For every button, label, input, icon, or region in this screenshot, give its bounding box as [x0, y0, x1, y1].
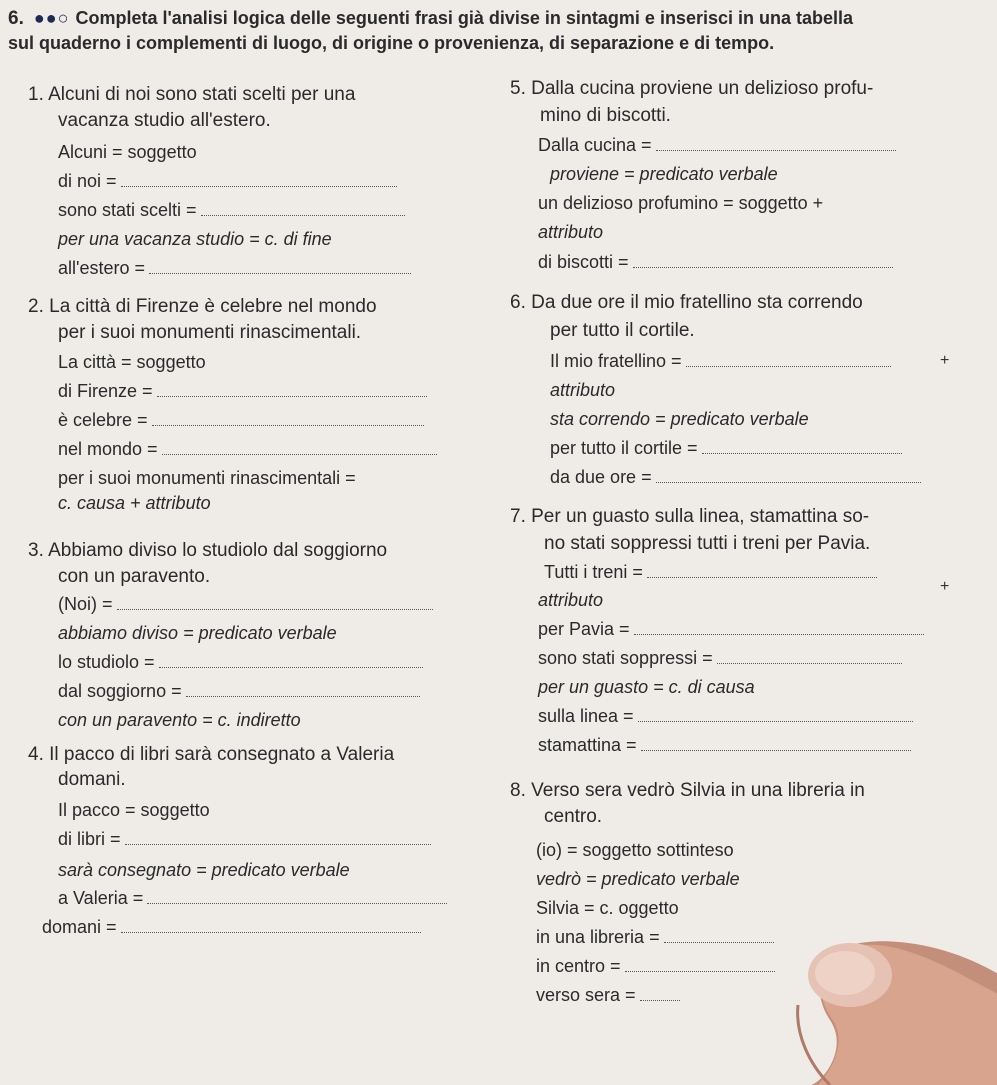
analysis-5d: attributo [538, 222, 604, 242]
analysis-7a: Tutti i treni = [544, 562, 877, 583]
sentence-1-line-2: vacanza studio all'estero. [58, 110, 271, 131]
answer-blank[interactable] [717, 649, 902, 664]
answer-blank[interactable] [149, 259, 411, 274]
sentence-6-line-2: per tutto il cortile. [550, 320, 695, 341]
difficulty-dots-icon: ●●○ [33, 8, 70, 28]
analysis-4e: domani = [42, 917, 421, 938]
analysis-2a: La città = soggetto [58, 352, 206, 372]
analysis-2d: nel mondo = [58, 439, 437, 460]
answer-blank[interactable] [633, 253, 893, 268]
answer-blank[interactable] [634, 620, 924, 635]
sentence-1-line-1: 1. Alcuni di noi sono stati scelti per una [28, 84, 356, 105]
analysis-3a: (Noi) = [58, 594, 433, 615]
plus-sign: + [940, 352, 950, 369]
sentence-2-line-2: per i suoi monumenti rinascimentali. [58, 322, 362, 343]
answer-blank[interactable] [641, 736, 911, 751]
analysis-6d: per tutto il cortile = [550, 438, 902, 459]
answer-blank[interactable] [152, 411, 424, 426]
analysis-5c: un delizioso profumino = soggetto + [538, 193, 824, 213]
sentence-8-line-1: 8. Verso sera vedrò Silvia in una libreria in [510, 780, 865, 801]
answer-blank[interactable] [186, 682, 420, 697]
instruction-line-1: Completa l'analisi logica delle seguenti frasi già divise in sintagmi e inserisci in una tabella [75, 8, 854, 28]
answer-blank[interactable] [117, 595, 433, 610]
answer-blank[interactable] [157, 382, 427, 397]
analysis-3e: con un paravento = c. indiretto [58, 710, 301, 730]
answer-blank[interactable] [647, 563, 877, 578]
left-column [28, 0, 473, 1083]
sentence-3-line-1: 3. Abbiamo diviso lo studiolo dal soggiorno [28, 540, 388, 561]
answer-blank[interactable] [638, 707, 913, 722]
analysis-7d: sono stati soppressi = [538, 648, 902, 669]
answer-blank[interactable] [702, 439, 902, 454]
sentence-5-line-2: mino di biscotti. [540, 105, 671, 126]
answer-blank[interactable] [125, 830, 431, 845]
analysis-6b: attributo [550, 380, 616, 400]
analysis-7e: per un guasto = c. di causa [538, 677, 755, 697]
analysis-7c: per Pavia = [538, 619, 924, 640]
analysis-5a: Dalla cucina = [538, 135, 896, 156]
sentence-6-line-1: 6. Da due ore il mio fratellino sta correndo [510, 292, 863, 313]
analysis-8e: in centro = [536, 956, 775, 977]
sentence-2-line-1: 2. La città di Firenze è celebre nel mondo [28, 296, 377, 317]
answer-blank[interactable] [159, 653, 423, 668]
analysis-1a: Alcuni = soggetto [58, 142, 197, 162]
analysis-3b: abbiamo diviso = predicato verbale [58, 623, 337, 643]
analysis-8c: Silvia = c. oggetto [536, 898, 679, 918]
answer-blank[interactable] [201, 201, 405, 216]
answer-blank[interactable] [121, 918, 421, 933]
analysis-5b: proviene = predicato verbale [550, 164, 778, 184]
analysis-6c: sta correndo = predicato verbale [550, 409, 809, 429]
analysis-8f: verso sera = [536, 985, 680, 1006]
analysis-5e: di biscotti = [538, 252, 893, 273]
analysis-1d: per una vacanza studio = c. di fine [58, 229, 332, 249]
analysis-4d: a Valeria = [58, 888, 447, 909]
sentence-7-line-2: no stati soppressi tutti i treni per Pavia. [544, 533, 871, 554]
analysis-1b: di noi = [58, 171, 397, 192]
analysis-2f: c. causa + attributo [58, 493, 211, 513]
answer-blank[interactable] [162, 440, 437, 455]
answer-blank[interactable] [640, 986, 680, 1001]
analysis-8b: vedrò = predicato verbale [536, 869, 740, 889]
analysis-4b: di libri = [58, 829, 431, 850]
analysis-6e: da due ore = [550, 467, 921, 488]
analysis-1e: all'estero = [58, 258, 411, 279]
analysis-2b: di Firenze = [58, 381, 427, 402]
sentence-3-line-2: con un paravento. [58, 566, 211, 587]
analysis-7f: sulla linea = [538, 706, 913, 727]
analysis-2e: per i suoi monumenti rinascimentali = [58, 468, 356, 488]
sentence-5-line-1: 5. Dalla cucina proviene un delizioso profu- [510, 78, 874, 99]
thumb-photo [700, 935, 997, 1085]
answer-blank[interactable] [656, 468, 921, 483]
analysis-8d: in una libreria = [536, 927, 774, 948]
right-column [510, 0, 990, 1083]
answer-blank[interactable] [686, 352, 891, 367]
sentence-4-line-2: domani. [58, 769, 126, 790]
analysis-3c: lo studiolo = [58, 652, 423, 673]
analysis-4c: sarà consegnato = predicato verbale [58, 860, 350, 880]
analysis-6a: Il mio fratellino = [550, 351, 891, 372]
plus-sign: + [940, 578, 950, 595]
analysis-1c: sono stati scelti = [58, 200, 405, 221]
sentence-7-line-1: 7. Per un guasto sulla linea, stamattina so- [510, 506, 870, 527]
exercise-number: 6. [8, 8, 24, 29]
analysis-2c: è celebre = [58, 410, 424, 431]
instruction-line-2: sul quaderno i complementi di luogo, di origine o provenienza, di separazione e di tempo. [8, 33, 775, 53]
answer-blank[interactable] [656, 136, 896, 151]
answer-blank[interactable] [121, 172, 397, 187]
answer-blank[interactable] [147, 889, 447, 904]
analysis-3d: dal soggiorno = [58, 681, 420, 702]
sentence-4-line-1: 4. Il pacco di libri sarà consegnato a Valeria [28, 744, 395, 765]
analysis-4a: Il pacco = soggetto [58, 800, 210, 820]
analysis-8a: (io) = soggetto sottinteso [536, 840, 734, 860]
sentence-8-line-2: centro. [544, 806, 603, 827]
analysis-7b: attributo [538, 590, 604, 610]
analysis-7g: stamattina = [538, 735, 911, 756]
